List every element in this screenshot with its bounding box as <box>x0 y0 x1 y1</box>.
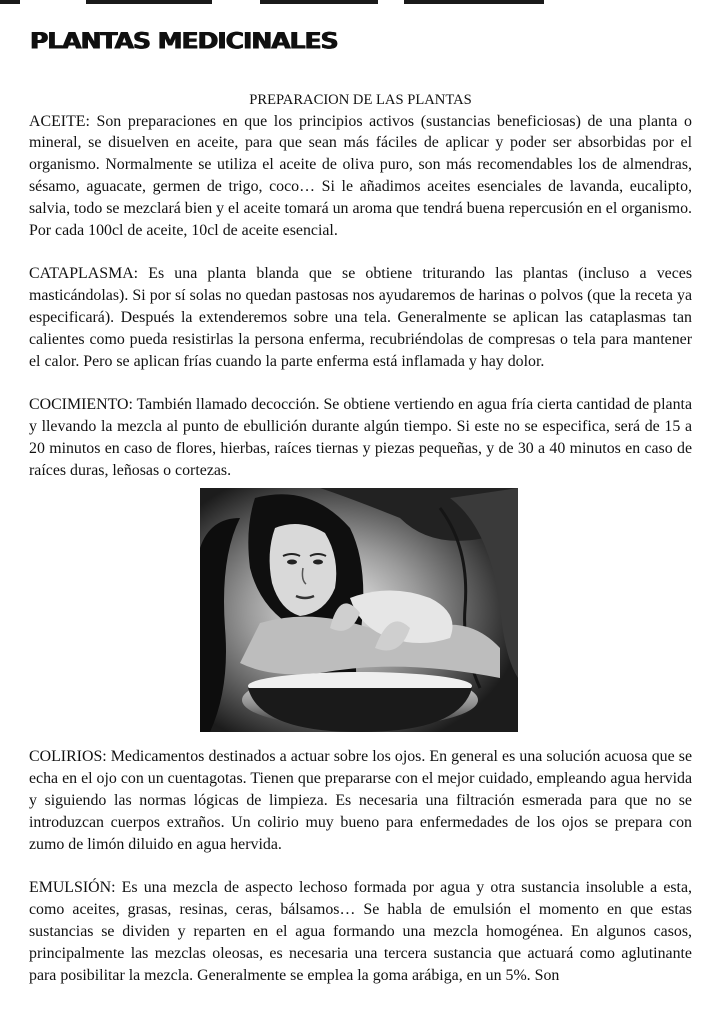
strip-segment <box>86 0 212 4</box>
paragraph-colirios: COLIRIOS: Medicamentos destinados a actuar sobre los ojos. En general es una solución acuosa que se echa en el ojo con un cuentagotas. Tienen que prepararse con el mejor cuidado, empleando agua hervida y siguiendo las normas lógicas de limpieza. Es necesaria una filtración esmerada para que no se introduzcan cuerpos extraños. Un colirio muy bueno para enfermedades de los ojos se prepara con zumo de limón diluido en agua hervida. <box>29 748 692 853</box>
top-decorative-strip <box>0 0 721 8</box>
document-body <box>29 90 692 482</box>
lower-document-body <box>29 746 692 987</box>
paragraph-aceite: ACEITE: Son preparaciones en que los principios activos (sustancias beneficiosas) de una planta o mineral, se disuelven en aceite, para que sean más fáciles de aplicar y poder ser absorbidas por el organismo. Normalmente se utiliza el aceite de oliva puro, son más recomendables los de almendras, sésamo, aguacate, germen de trigo, coco… Si le añadimos aceites esenciales de lavanda, eucalipto, salvia, todo se mezclará bien y el aceite tomará un aroma que tendrá buena repercusión en el organismo. Por cada 100cl de aceite, 10cl de aceite esencial. <box>29 112 692 240</box>
page-title: PLANTAS MEDICINALES <box>30 28 338 55</box>
paragraph-emulsion: EMULSIÓN: Es una mezcla de aspecto lechoso formada por agua y otra sustancia insoluble a esta, como aceites, grasas, resinas, ceras, bálsamos… Se habla de emulsión el momento en que estas sustancias se dividen y reparten en el agua formando una mezcla homogénea. En algunos casos, principalmente las mezclas oleosas, es necesaria una tercera sustancia que actuará como aglutinante para posibilitar la mezcla. Generalmente se emplea la goma arábiga, en un 5%. Son <box>29 879 692 984</box>
section-heading: PREPARACION DE LAS PLANTAS <box>249 92 472 108</box>
strip-segment <box>404 0 544 4</box>
paragraph-cocimiento: COCIMIENTO: También llamado decocción. Se obtiene vertiendo en agua fría cierta cantidad de planta y llevando la mezcla al punto de ebullición durante algún tiempo. Si este no se especifica, será de 15 a 20 minutos en caso de flores, hierbas, raíces tiernas y piezas pequeñas, y de 30 a 40 minutos en caso de raíces duras, leñosas o cortezas. <box>29 396 692 480</box>
strip-segment <box>260 0 378 4</box>
illustration-drawing <box>200 488 518 732</box>
paragraph-cataplasma: CATAPLASMA: Es una planta blanda que se obtiene triturando las plantas (incluso a veces masticándolas). Si por sí solas no quedan pastosas nos ayudaremos de harinas o polvos (que la receta ya especificará). Después la extenderemos sobre una tela. Generalmente se aplican las cataplasmas tan calientes como pueda resistirlas la persona enferma, recubriéndolas de compresas o tela para mantener el calor. Pero se aplican frías cuando la parte enferma está inflamada y hay dolor. <box>29 265 692 371</box>
strip-segment <box>0 0 20 4</box>
illustration-woman-with-cauldron <box>200 488 518 732</box>
